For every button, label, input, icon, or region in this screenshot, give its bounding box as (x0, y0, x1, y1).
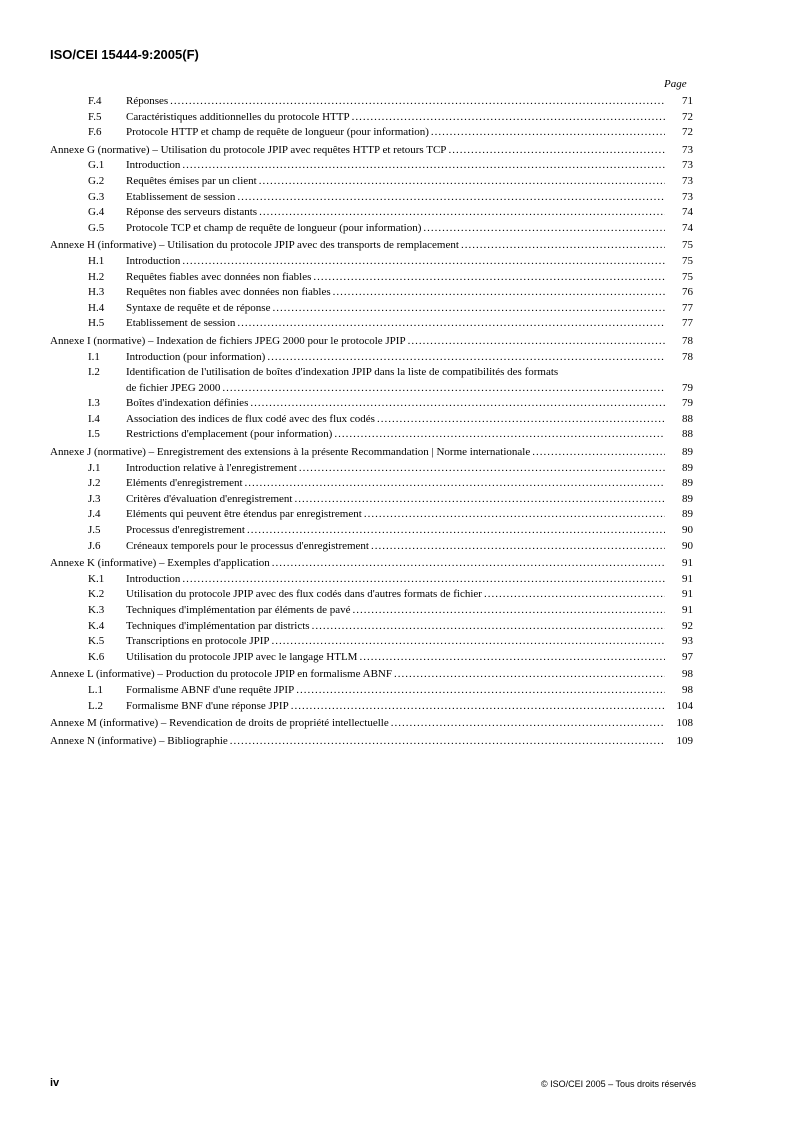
dot-leader (394, 667, 665, 683)
dot-leader (371, 539, 665, 555)
toc-entry[interactable] (50, 634, 693, 650)
toc-annex-entry[interactable] (50, 334, 693, 350)
toc-entry-title: Restrictions d'emplacement (pour information) (126, 428, 333, 441)
toc-entry[interactable] (50, 158, 693, 174)
toc-entry-number: K.4 (88, 619, 105, 632)
toc-entry[interactable] (50, 683, 693, 699)
toc-entry-number: J.1 (88, 461, 101, 474)
dot-leader (431, 125, 665, 141)
toc-entry-number: G.1 (88, 159, 105, 172)
toc-entry-title: Etablissement de session (126, 317, 236, 330)
toc-entry[interactable] (50, 461, 693, 477)
dot-leader (247, 523, 665, 539)
toc-entry-title: Identification de l'utilisation de boîtes d'indexation JPIP dans la liste de compatibilités des formats (126, 366, 559, 379)
toc-entry[interactable] (50, 587, 693, 603)
toc-entry-number: F.5 (88, 110, 102, 123)
dot-leader (352, 110, 665, 126)
footer-page-number: iv (50, 1077, 60, 1089)
toc-entry-page: 97 (682, 650, 693, 663)
toc-annex-title: Annexe N (informative) – Bibliographie (50, 734, 228, 747)
toc-entry-page: 89 (682, 477, 693, 490)
toc-entry-title: Caractéristiques additionnelles du protocole HTTP (126, 110, 350, 123)
toc-annex-entry[interactable] (50, 238, 693, 254)
dot-leader (291, 699, 665, 715)
toc-entry-page: 89 (682, 461, 693, 474)
toc-entry-number: G.3 (88, 190, 105, 203)
toc-entry[interactable] (50, 476, 693, 492)
toc-entry-number: I.2 (88, 366, 100, 379)
toc-entry-page: 72 (682, 110, 693, 123)
toc-entry-title: Protocole TCP et champ de requête de longueur (pour information) (126, 221, 422, 234)
toc-entry-page: 88 (682, 428, 693, 441)
dot-leader (353, 603, 666, 619)
toc-entry-number: K.5 (88, 635, 105, 648)
toc-entry-page: 91 (682, 557, 693, 570)
toc-entry[interactable] (50, 270, 693, 286)
toc-entry[interactable] (50, 619, 693, 635)
dot-leader (222, 381, 665, 397)
toc-entry-title: Utilisation du protocole JPIP avec des flux codés dans d'autres formats de fichier (126, 588, 482, 601)
toc-entry-title: Introduction (pour information) (126, 350, 266, 363)
dot-leader (377, 412, 665, 428)
toc-entry-title-continued: de fichier JPEG 2000 (126, 381, 221, 394)
toc-entry-title: Eléments qui peuvent être étendus par enregistrement (126, 508, 362, 521)
toc-entry-number: F.4 (88, 95, 102, 107)
toc-entry-number: H.5 (88, 317, 105, 330)
toc-entry-number: K.3 (88, 604, 105, 616)
toc-entry-title: Eléments d'enregistrement (126, 477, 243, 490)
toc-annex-entry[interactable] (50, 716, 693, 732)
toc-entry-number: G.5 (88, 221, 105, 234)
toc-entry-page: 77 (682, 301, 693, 314)
toc-entry-title: Formalisme BNF d'une réponse JPIP (126, 699, 289, 712)
toc-entry-title: Techniques d'implémentation par districts (126, 619, 310, 632)
toc-entry[interactable] (50, 301, 693, 317)
toc-entry[interactable] (50, 316, 693, 332)
toc-entry-number: K.1 (88, 572, 105, 585)
footer-copyright: © ISO/CEI 2005 – Tous droits réservés (540, 1079, 696, 1089)
toc-entry-title: Réponses (126, 95, 169, 107)
toc-entry[interactable] (50, 523, 693, 539)
toc-entry-page: 91 (682, 604, 693, 616)
dot-leader (230, 734, 665, 750)
toc-entry[interactable] (50, 539, 693, 555)
dot-leader (170, 94, 665, 110)
toc-annex-title: Annexe H (informative) – Utilisation du protocole JPIP avec des transports de remplacement (50, 239, 459, 252)
toc-entry[interactable] (50, 125, 693, 141)
toc-entry-title: Réponse des serveurs distants (126, 206, 258, 219)
toc-entry-page: 90 (682, 539, 693, 552)
dot-leader (250, 396, 665, 412)
toc-entry-number: J.5 (88, 524, 101, 537)
toc-entry[interactable] (50, 285, 693, 301)
toc-entry-page: 75 (682, 254, 693, 267)
toc-entry[interactable] (50, 190, 693, 206)
dot-leader (312, 619, 665, 635)
toc-entry-title: Critères d'évaluation d'enregistrement (126, 492, 293, 505)
dot-leader (296, 683, 665, 699)
toc-entry[interactable] (50, 603, 693, 619)
toc-entry-number: K.6 (88, 650, 105, 663)
toc-entry-page: 98 (682, 668, 693, 681)
dot-leader (359, 650, 665, 666)
dot-leader (182, 254, 665, 270)
toc-entry[interactable] (50, 492, 693, 508)
toc-entry[interactable] (50, 254, 693, 270)
dot-leader (391, 716, 665, 732)
toc-entry-title: Introduction (126, 254, 181, 267)
dot-leader (423, 221, 665, 237)
dot-leader (182, 572, 665, 588)
dot-leader (245, 476, 665, 492)
dot-leader (532, 445, 665, 461)
toc-entry[interactable] (50, 221, 693, 237)
toc-entry-title: Introduction (126, 159, 181, 172)
toc-entry[interactable] (50, 412, 693, 428)
toc-entry-page: 73 (682, 190, 693, 203)
toc-entry-number: J.3 (88, 492, 101, 505)
toc-entry-page: 79 (682, 381, 693, 394)
toc-entry[interactable] (50, 572, 693, 588)
toc-entry-page: 78 (682, 334, 693, 347)
toc-entry-number: I.5 (88, 428, 100, 441)
toc-entry-title: Créneaux temporels pour le processus d'enregistrement (126, 539, 369, 552)
dot-leader (237, 190, 665, 206)
toc-entry-title: Requêtes fiables avec données non fiables (126, 270, 312, 283)
toc-entry[interactable] (50, 205, 693, 221)
toc-entry-title: Introduction (126, 572, 181, 585)
toc-entry[interactable] (50, 350, 693, 366)
page-column-label: Page (664, 78, 687, 90)
toc-entry-page: 75 (682, 270, 693, 283)
dot-leader (267, 350, 665, 366)
toc-entry-title: Utilisation du protocole JPIP avec le langage HTLM (126, 650, 358, 663)
toc-entry-page: 71 (682, 95, 693, 107)
toc-entry-number: G.4 (88, 206, 105, 219)
toc-annex-title: Annexe J (normative) – Enregistrement des extensions à la présente Recommandation | Norme internationale (50, 446, 531, 459)
toc-annex-entry[interactable] (50, 445, 693, 461)
toc-entry-continuation[interactable] (50, 381, 693, 397)
toc-entry-page: 91 (682, 572, 693, 585)
dot-leader (484, 587, 665, 603)
toc-entry-page: 108 (676, 717, 693, 730)
dot-leader (237, 316, 665, 332)
toc-entry-number: I.4 (88, 412, 100, 425)
toc-entry-page: 93 (682, 635, 693, 648)
toc-entry-page: 89 (682, 508, 693, 521)
toc-entry-page: 72 (682, 126, 693, 139)
toc-entry-title: Boîtes d'indexation définies (126, 397, 249, 410)
toc-annex-entry[interactable] (50, 143, 693, 159)
toc-entry-number: H.2 (88, 270, 105, 283)
dot-leader (299, 461, 665, 477)
toc-entry-number: J.2 (88, 477, 101, 490)
toc-entry-number: G.2 (88, 174, 105, 187)
dot-leader (259, 174, 665, 190)
toc-annex-entry[interactable] (50, 734, 693, 750)
toc-entry-title: Processus d'enregistrement (126, 524, 245, 537)
toc-entry[interactable] (50, 174, 693, 190)
toc-entry-number: K.2 (88, 588, 105, 601)
toc-entry-page: 89 (682, 446, 693, 459)
toc-annex-title: Annexe K (informative) – Exemples d'application (50, 557, 270, 570)
toc-entry-page: 73 (682, 143, 693, 156)
toc-entry-title: Techniques d'implémentation par éléments de pavé (126, 604, 351, 616)
toc-entry-page: 78 (682, 350, 693, 363)
toc-entry[interactable] (50, 507, 693, 523)
toc-entry[interactable] (50, 699, 693, 715)
toc-entry-page: 74 (682, 221, 693, 234)
toc-entry-title: Transcriptions en protocole JPIP (126, 635, 270, 648)
toc-entry-page: 92 (682, 619, 693, 632)
toc-entry-title: Etablissement de session (126, 190, 236, 203)
dot-leader (272, 301, 665, 317)
toc-entry-page: 75 (682, 239, 693, 252)
toc-entry[interactable] (50, 650, 693, 666)
toc-entry-title: Protocole HTTP et champ de requête de longueur (pour information) (126, 126, 429, 139)
dot-leader (182, 158, 665, 174)
toc-annex-entry[interactable] (50, 556, 693, 572)
toc-entry[interactable] (50, 427, 693, 443)
toc-annex-title: Annexe I (normative) – Indexation de fichiers JPEG 2000 pour le protocole JPIP (50, 334, 406, 347)
toc-entry-page: 90 (682, 524, 693, 537)
toc-entry-number: I.3 (88, 397, 100, 410)
toc-entry-number: F.6 (88, 126, 102, 139)
dot-leader (461, 238, 665, 254)
dot-leader (294, 492, 665, 508)
toc-entry-page: 76 (682, 286, 693, 299)
toc-entry-number: H.1 (88, 254, 105, 267)
toc-entry-title: Requêtes émises par un client (126, 174, 257, 187)
toc-entry-page: 73 (682, 174, 693, 187)
toc-entry-title: Syntaxe de requête et de réponse (126, 301, 271, 314)
toc-annex-entry[interactable] (50, 667, 693, 683)
toc-entry-page: 79 (682, 397, 693, 410)
toc-entry-page: 77 (682, 317, 693, 330)
toc-entry-page: 88 (682, 412, 693, 425)
document-standard-id: ISO/CEI 15444-9:2005(F) (50, 47, 199, 62)
toc-entry-title: Association des indices de flux codé avec des flux codés (126, 412, 375, 425)
dot-leader (364, 507, 665, 523)
toc-entry-title: Requêtes non fiables avec données non fiables (126, 286, 331, 299)
toc-entry-page: 104 (676, 699, 693, 712)
toc-entry[interactable] (50, 94, 693, 110)
dot-leader (272, 556, 665, 572)
toc-annex-title: Annexe L (informative) – Production du protocole JPIP en formalisme ABNF (50, 668, 392, 681)
dot-leader (313, 270, 665, 286)
toc-entry-number: L.1 (88, 683, 103, 696)
table-of-contents (50, 94, 693, 749)
dot-leader (272, 634, 665, 650)
toc-entry-page: 98 (682, 683, 693, 696)
toc-entry-number: I.1 (88, 350, 100, 363)
toc-entry-page: 74 (682, 206, 693, 219)
toc-entry-number: H.3 (88, 286, 105, 299)
dot-leader (408, 334, 665, 350)
toc-entry[interactable] (50, 396, 693, 412)
toc-annex-title: Annexe M (informative) – Revendication de droits de propriété intellectuelle (50, 717, 389, 730)
toc-annex-title: Annexe G (normative) – Utilisation du protocole JPIP avec requêtes HTTP et retours TCP (50, 143, 447, 156)
toc-entry[interactable] (50, 110, 693, 126)
dot-leader (334, 427, 665, 443)
toc-entry-title: Formalisme ABNF d'une requête JPIP (126, 683, 295, 696)
toc-entry[interactable] (50, 365, 693, 381)
toc-entry-number: J.6 (88, 539, 101, 552)
dot-leader (259, 205, 665, 221)
toc-entry-page: 89 (682, 492, 693, 505)
toc-entry-title: Introduction relative à l'enregistrement (126, 461, 297, 474)
dot-leader (448, 143, 665, 159)
toc-entry-page: 91 (682, 588, 693, 601)
toc-entry-number: J.4 (88, 508, 101, 521)
dot-leader (333, 285, 665, 301)
toc-entry-page: 73 (682, 159, 693, 172)
toc-entry-number: H.4 (88, 301, 105, 314)
toc-entry-page: 109 (676, 734, 693, 747)
toc-entry-number: L.2 (88, 699, 103, 712)
